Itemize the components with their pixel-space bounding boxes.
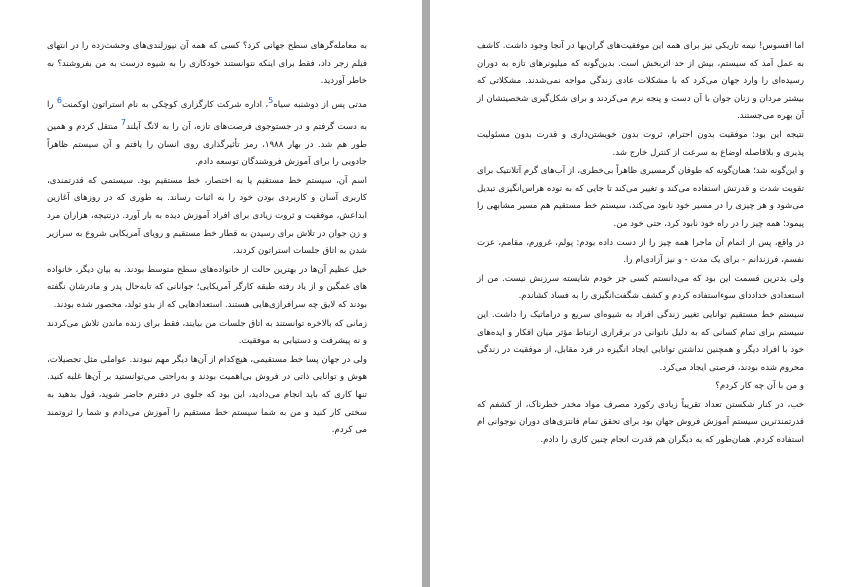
paragraph: اما افسوس! نیمه تاریکی نیز برای همه این موفقیت‌های گران‌بها در آنجا وجود داشت. کاشف به عمل آمد که سیستم، بیش از حد اثربخش است. بدین‌گونه که میلیونرهای تازه به دوران رسیده‌ای را وارد جهان می‌کرد که با مشکلات عادی زندگی مواجه نمی‌شدند. مشکلاتی که بیشتر مردان و زنان جوان با آن دست و پنجه نرم می‌کردند و برای شکل‌گیری شخصیتشان از آن بهره می‌جستند. (477, 41, 804, 122)
paragraph: و این‌گونه شد؛ همان‌گونه که طوفان گرمسیری ظاهراً بی‌خطری، از آب‌های گرم آتلانتیک برای تقویت شدت و قدرتش استفاده می‌کند و تغییر می‌کند تا جایی که به توده هراس‌انگیزی تبدیل می‌شود و هر چیزی را در مسیر خود نابود می‌کند، سیستم خط مستقیم هم مسیر مشابهی را پیمود؛ همه چیز را در راه خود نابود کرد، حتی خود من. (477, 166, 804, 229)
paragraph: سیستم خط مستقیم توانایی تغییر زندگی افراد به شیوه‌ای سریع و دراماتیک را داشت. این سیستم برای تمام کسانی که به دلیل ناتوانی در برقراری ارتباط مؤثر میان افکار و ایده‌های خود با افراد دیگر و همچنین نداشتن توانایی ایجاد انگیزه در فرد مقابل، از موفقیت در زندگی محروم شده بودند، فرصتی ایجاد می‌کرد. (477, 309, 804, 373)
paragraph-text: منتقل کردم و همین طور هم شد. در بهار ۱۹۸۸، رمز تأثیرگذاری روی انسان را یافتم و آن سیستم ظاهراً جادویی را برای آموزش فروشندگان توسعه دادم. (47, 122, 367, 168)
paragraph: خیل عظیم آن‌ها در بهترین حالت از خانواده‌های سطح متوسط بودند. به بیان دیگر، خانواده های غمگین و از یاد رفته طبقه کارگر آمریکایی؛ جوانانی که تابه‌حال پدر و مادرشان نگفته بودند که لایق چه سرافرازی‌هایی هستند. استعدادهایی که از بدو تولد، محصور شده بودند. (47, 264, 367, 311)
right-page-text (477, 38, 804, 451)
paragraph: ولی در جهان پسا خط مستقیمی، هیچ‌کدام از آن‌ها دیگر مهم نبودند. عواملی مثل تحصیلات، هوش و توانایی ذاتی در فروش بی‌اهمیت بودند و به‌راحتی می‌توانستید بر آن‌ها غلبه کنید. تنها کاری که باید انجام می‌دادید، این بود که جلوی در دفترم حاضر شوید، قول بدهید به سختی کار کنید و من به شما سیستم خط مستقیم را آموزش می‌دادم و شما را ثروتمند می کردم. (47, 354, 367, 436)
footnote-ref[interactable]: 5 (268, 95, 274, 105)
paragraph-text: را به دست گرفتم و در جستوجوی فرصت‌های تازه، آن را به لانگ آیلند (47, 99, 368, 133)
paragraph: نتیجه این بود: موفقیت بدون احترام، ثروت بدون خویشتن‌داری و قدرت بدون مسئولیت پذیری و بلافاصله اوضاع به سرعت از کنترل خارج شد. (477, 129, 804, 158)
paragraph: در واقع، پس از اتمام آن ماجرا همه چیز را از دست داده بودم: پولم، غرورم، مقامم، عزت نفسم، فرزندانم - برای یک مدت - و نیز آزادی‌ام را. (477, 237, 804, 266)
paragraph: ولی بدترین قسمت این بود که می‌دانستم کسی جز خودم شایسته سرزنش نیست. من از استعدادی خداددای سوءاستفاده کردم و کشف شگفت‌انگیزی را به فساد کشاندم. (477, 273, 804, 302)
paragraph-text: مدتی پس از دوشنبه سیاه (273, 99, 367, 110)
left-page (0, 0, 422, 587)
paragraph: به معامله‌گرهای سطح جهانی کرد؟ کسی که همه آن نیوزلندی‌های وحشت‌زده را در انتهای فیلم زجر داد، فقط برای اینکه نتوانستند خودکاری را به شیوه درست به من بفروشند؟ به خاطر آوردید. (47, 41, 367, 87)
footnote-ref[interactable]: 7 (121, 118, 127, 128)
paragraph-text: ، اداره شرکت کارگزاری کوچکی به نام استراتون اوکمنت (61, 99, 269, 110)
paragraph (47, 92, 367, 172)
paragraph: و من با آن چه کار کردم؟ (715, 381, 804, 392)
left-page-text (47, 38, 367, 441)
paragraph: زمانی که بالاخره توانستند به اتاق جلسات من بیایند، فقط برای زنده ماندن تلاش می‌کردند و نه پیشرفت و دستیابی به موفقیت. (47, 318, 367, 347)
paragraph: خب، در کنار شکستن تعداد تقریباً زیادی رکورد مصرف مواد مخدر خطرناک، از کشفم که قدرتمندترین سیستم آموزش فروش جهان بود برای تحقق تمام فانتزی‌های دوران نوجوانی ام استفاده کردم. همان‌طور که به دیگران هم قدرت انجام چنین کاری را دادم. (477, 399, 804, 446)
footnote-ref[interactable]: 6 (56, 95, 62, 105)
paragraph: اسم آن، سیستم خط مستقیم یا به اختصار، خط مستقیم بود. سیستمی که قدرتمندی، کاربری آسان و کاربردی بودن خود را به اثبات رساند. به طوری که در روزهای آغازین ابداعش، موفقیت و ثروت زیادی برای افراد آموزش دیده به بار آورد. درنتیجه، هزاران مرد و زن جوان در تلاش برای رسیدن به قطار خط مستقیم و رویای آمریکایی شروع به سرازیر شدن به اتاق جلسات استراتون کردند. (47, 175, 367, 257)
right-page (430, 0, 855, 587)
